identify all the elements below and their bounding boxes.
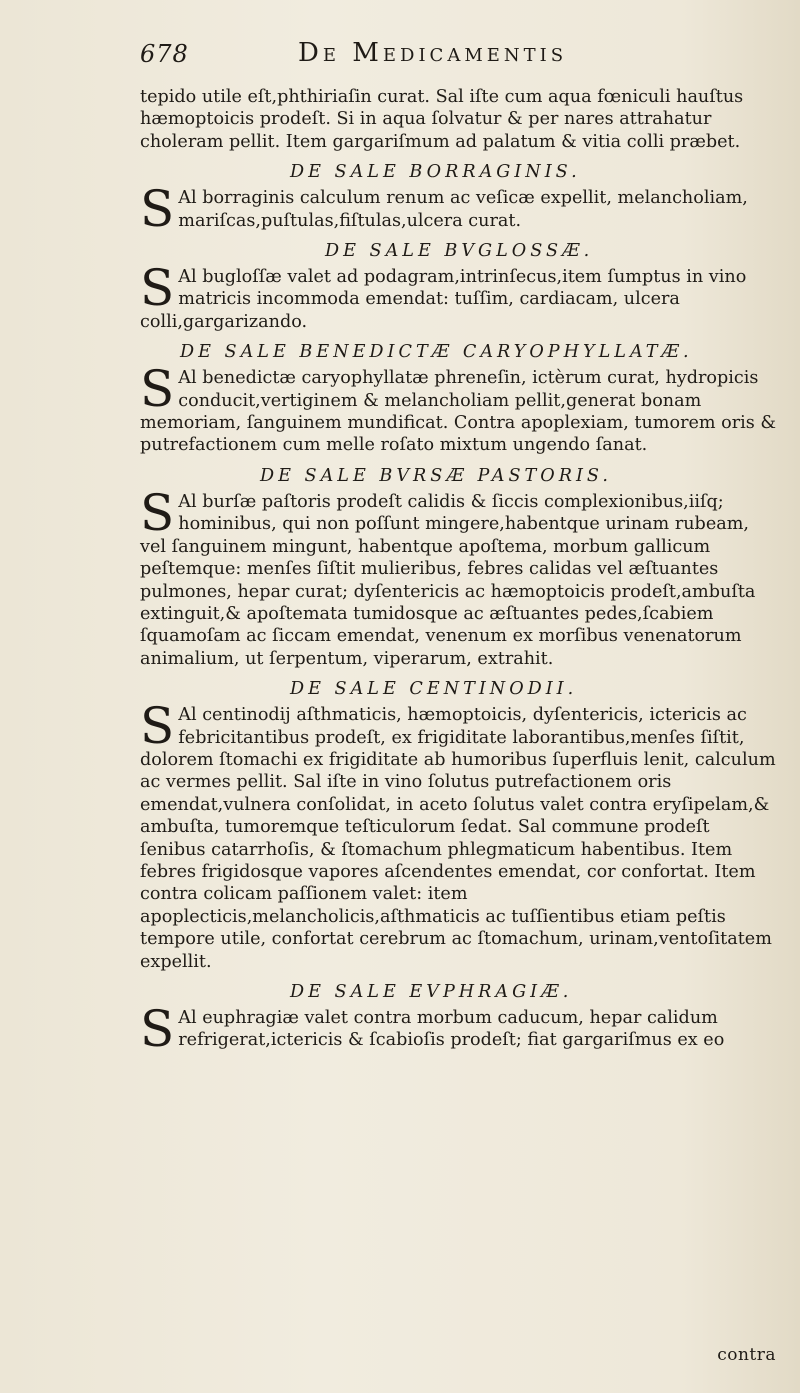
drop-initial: S bbox=[140, 259, 175, 318]
entry-buglossae bbox=[140, 259, 780, 333]
entry-centinodii bbox=[140, 697, 780, 973]
running-head: De Medicamentis bbox=[298, 38, 568, 68]
section-heading-bursae-pastoris: DE SALE BVRSÆ PASTORIS. bbox=[260, 465, 612, 486]
page-number: 678 bbox=[140, 40, 189, 68]
entry-text: Al benedictæ caryophyllatæ phreneſin, ictèrum curat, hydropicis conducit,vertiginem & melancholiam pellit,generat bonam memoriam, ſanguinem mundificat. Contra apoplexiam, tumorem oris & putrefactionem cum melle roſato mixtum ungendo ſanat. bbox=[140, 368, 777, 456]
entry-text: Al centinodij aſthmaticis, hæmoptoicis, dyſentericis, ictericis ac febricitantibus prodeſt, ex frigiditate laborantibus,menſes ſiſtit, dolorem ſtomachi ex frigiditate ab humoribus ſuperfluis lenit, calculum ac vermes pellit. Sal iſte in vino ſolutus putrefactionem oris emendat,vulnera conſolidat, in aceto ſolutus valet contra eryſipelam,& ambuſta, tumoremque teſticulorum ſedat. Sal commune prodeſt ſenibus catarrhoſis, & ſtomachum phlegmaticum habentibus. Item febres frigidosque vapores aſcendentes emendat, cor confortat. Item contra colicam paſſionem valet: item apoplecticis,melancholicis,aſthmaticis ac tuſſientibus etiam peſtis tempore utile, confortat cerebrum ac ſtomachum, urinam,ventoſitatem expellit. bbox=[140, 705, 776, 972]
entry-text: Al burſæ paſtoris prodeſt calidis & ſiccis complexionibus,iiſq; hominibus, qui non poſſunt mingere,habentque urinam rubeam, vel ſanguinem mingunt, habentque apoſtema, morbum gallicum peſtemque: menſes ſiſtit mulieribus, febres calidas vel æſtuantes pulmones, hepar curat; dyſentericis ac hæmoptoicis prodeſt,ambuſta extinguit,& apoſtemata tumidosque ac æſtuantes pedes,ſcabiem ſquamoſam ac ſiccam emendat, venenum ex morſibus venenatorum animalium, ut ſerpentum, viperarum, extrahit. bbox=[140, 491, 756, 669]
intro-paragraph: tepido utile eſt,phthiriaſin curat. Sal iſte cum aqua fœniculi hauſtus hæmoptoicis prodeſt. Si in aqua ſolvatur & per nares attrahatur choleram pellit. Item gargariſmum ad palatum & vitia colli præbet. bbox=[140, 87, 744, 152]
page-header bbox=[108, 34, 728, 74]
drop-initial: S bbox=[140, 180, 175, 239]
entry-text: Al bugloſſæ valet ad podagram,intrinſecus,item ſumptus in vino matricis incommoda emendat: tuſſim, cardiacam, ulcera colli,gargarizando. bbox=[140, 267, 747, 332]
page-body bbox=[140, 86, 780, 1058]
entry-text: Al borraginis calculum renum ac veſicæ expellit, melancholiam, mariſcas,puſtulas,fiſtulas,ulcera curat. bbox=[178, 188, 748, 231]
entry-benedictae bbox=[140, 360, 780, 457]
drop-initial: S bbox=[140, 360, 175, 419]
drop-initial: S bbox=[140, 697, 175, 756]
entry-borraginis bbox=[140, 180, 780, 239]
entry-text: Al euphragiæ valet contra morbum caducum, hepar calidum refrigerat,ictericis & ſcabioſis prodeſt; fiat gargariſmus ex eo bbox=[178, 1008, 725, 1051]
section-heading-euphragiae: DE SALE EVPHRAGIÆ. bbox=[290, 982, 573, 1002]
section-heading-buglossae: DE SALE BVGLOSSÆ. bbox=[325, 241, 594, 262]
section-heading-borraginis: DE SALE BORRAGINIS. bbox=[290, 162, 581, 183]
section-heading-centinodii: DE SALE CENTINODII. bbox=[290, 679, 578, 700]
catchword: contra bbox=[717, 1345, 776, 1365]
section-heading-benedictae: DE SALE BENEDICTÆ CARYOPHYLLATÆ. bbox=[180, 342, 693, 363]
entry-bursae-pastoris bbox=[140, 483, 780, 670]
drop-initial: S bbox=[140, 1000, 175, 1058]
entry-euphragiae bbox=[140, 1000, 780, 1058]
drop-initial: S bbox=[140, 483, 175, 542]
